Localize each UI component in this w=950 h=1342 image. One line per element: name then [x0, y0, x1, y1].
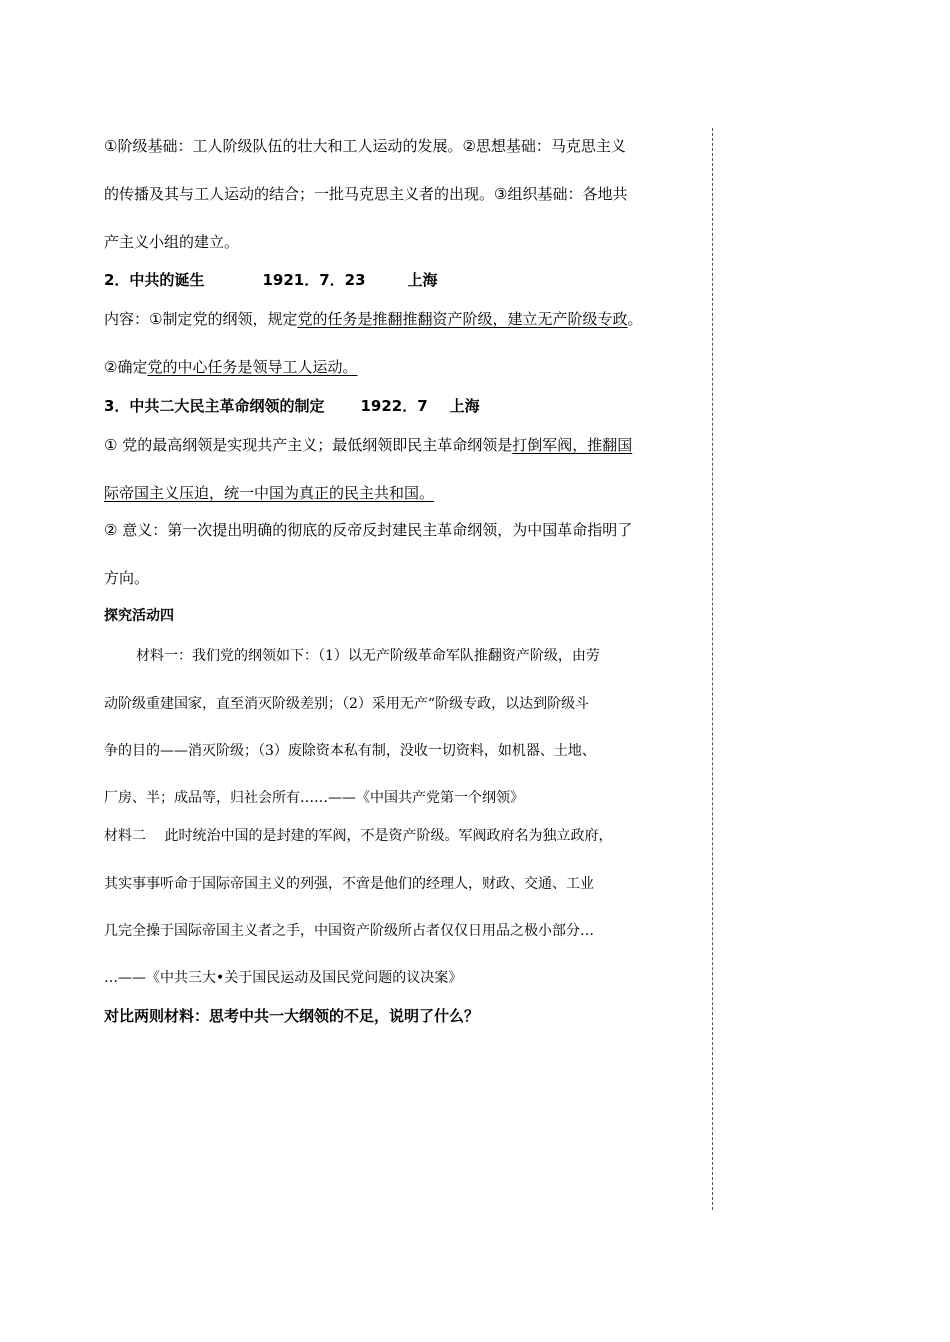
- sec1-line-1: ①阶级基础：工人阶级队伍的壮大和工人运动的发展。②思想基础：马克思主义: [104, 137, 626, 155]
- sec2-l2-prefix: ②确定: [104, 358, 148, 376]
- sec3-l2-underlined: 际帝国主义压迫，统一中国为真正的民主共和国。: [104, 484, 435, 502]
- activity-heading: 探究活动四: [104, 608, 174, 624]
- sec3-line-1: [104, 435, 704, 455]
- material2-line-4: …——《中共三大•关于国民运动及国民党问题的议决案》: [104, 970, 463, 986]
- sec3-l1-prefix: ① 党的最高纲领是实现共产主义；最低纲领即民主革命纲领是: [104, 436, 513, 454]
- sec2-content-underlined: 党的任务是推翻推翻资产阶级，建立无产阶级专政: [297, 310, 628, 328]
- margin-cut-line: [712, 128, 713, 1210]
- material2-line-2: 其实事事听命于国际帝国主义的列强，不啻是他们的经理人，财政、交通、工业: [104, 876, 594, 892]
- sec2-heading: 2．中共的诞生: [104, 271, 205, 289]
- material1-line-3: 争的目的——消灭阶级；（3）废除资本私有制，没收一切资料，如机器、土地、: [104, 743, 596, 759]
- sec1-line-2: 的传播及其与工人运动的结合；一批马克思主义者的出现。③组织基础：各地共: [104, 185, 628, 203]
- sec2-content-prefix: 内容：①制定党的纲领，规定: [104, 310, 298, 328]
- sec2-content-line-2: [104, 357, 704, 377]
- sec3-heading: 3．中共二大民主革命纲领的制定: [104, 397, 325, 415]
- sec3-l1-underlined: 打倒军阀，推翻国: [512, 436, 633, 454]
- sec3-line-2: [104, 483, 704, 503]
- sec3-place: 上海: [449, 397, 480, 415]
- sec3-line-4: 方向。: [104, 569, 150, 587]
- sec2-place: 上海: [407, 271, 438, 289]
- sec1-line-3: 产主义小组的建立。: [104, 233, 240, 251]
- sec3-line-3: ② 意义：第一次提出明确的彻底的反帝反封建民主革命纲领，为中国革命指明了: [104, 521, 633, 539]
- material2-line-1: 材料二 此时统治中国的是封建的军阀，不是资产阶级。军阀政府名为独立政府，: [104, 828, 613, 844]
- material1-line-4: 厂房、半；成品等，归社会所有……——《中国共产党第一个纲领》: [104, 790, 524, 806]
- material1-line-2: 动阶级重建国家，直至消灭阶级差别；（2）采用无产“阶级专政，以达到阶级斗: [104, 696, 590, 712]
- sec2-content-line-1: [104, 309, 704, 329]
- comparison-question: 对比两则材料：思考中共一大纲领的不足，说明了什么？: [104, 1007, 480, 1025]
- sec3-heading-row: [104, 396, 704, 416]
- sec2-l2-underlined: 党的中心任务是领导工人运动。: [147, 358, 358, 376]
- sec2-date: 1921．7．23: [262, 271, 366, 289]
- sec3-date: 1922．7: [360, 397, 428, 415]
- sec2-content-end: 。: [627, 310, 643, 328]
- sec2-heading-row: [104, 270, 704, 290]
- material2-line-3: 几完全操于国际帝国主义者之手，中国资产阶级所占者仅仅日用品之极小部分…: [104, 923, 594, 939]
- material1-line-1: 材料一：我们党的纲领如下：（1）以无产阶级革命军队推翻资产阶级，由劳: [136, 648, 600, 664]
